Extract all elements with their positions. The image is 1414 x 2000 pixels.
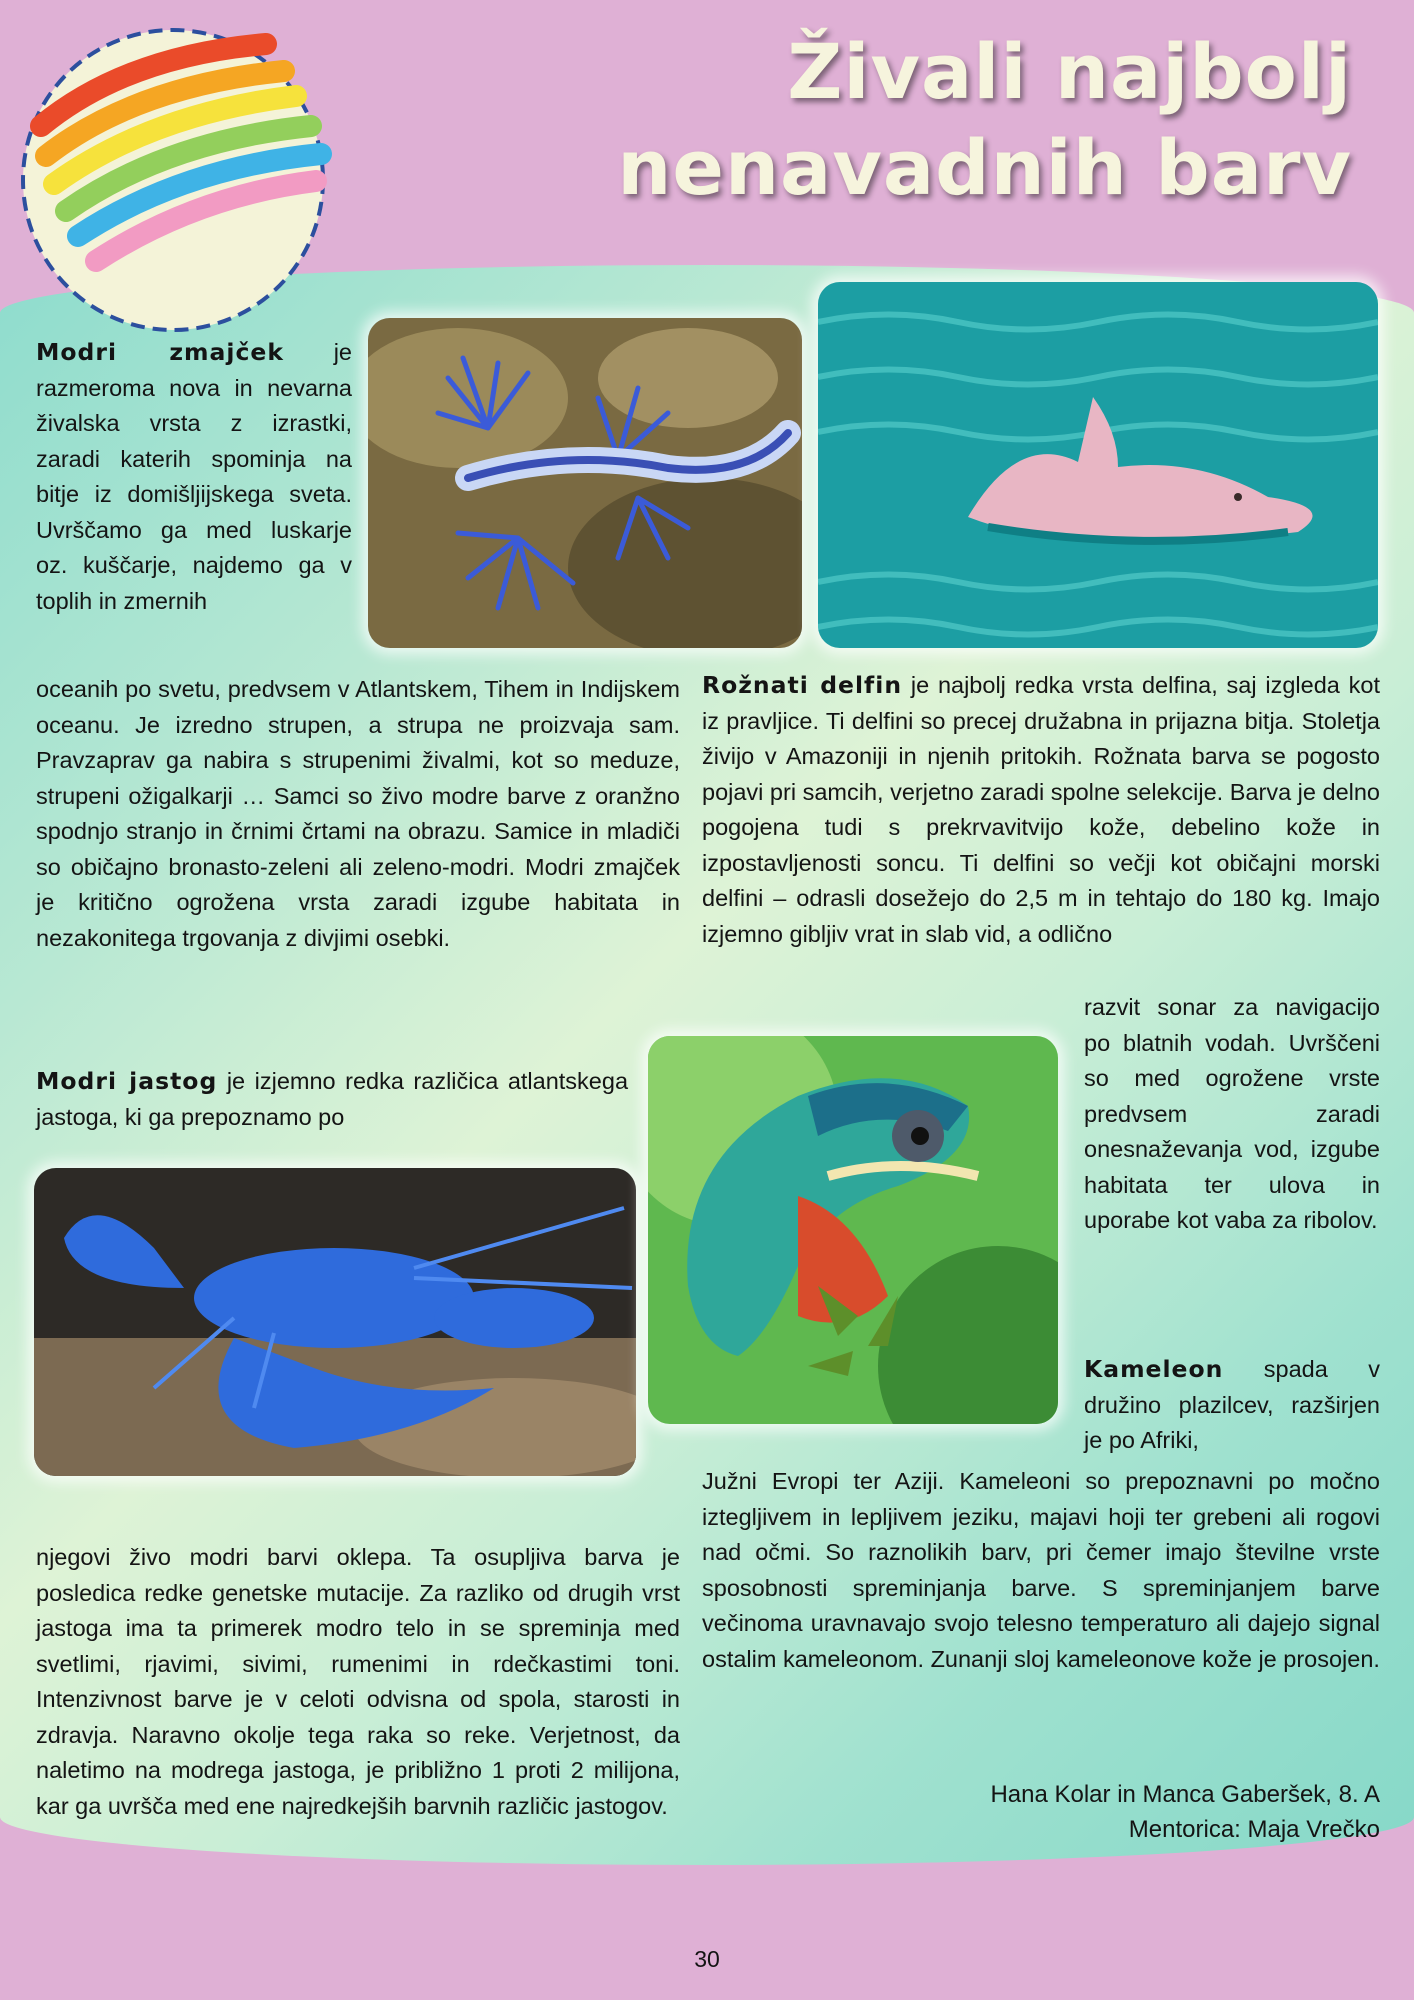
credit-mentor: Mentorica: Maja Vrečko [1128, 1816, 1380, 1843]
title-line-2: nenavadnih barv [617, 123, 1352, 212]
lobster-paragraph-main [36, 1540, 680, 1824]
pink-dolphin-photo [818, 282, 1378, 648]
rainbow-logo-icon [16, 16, 338, 338]
blue-lobster-photo [34, 1168, 636, 1476]
dragon-text-2: oceanih po svetu, predvsem v Atlantskem, Tihem in Indijskem oceanu. Je izredno strupen, a strupa ne proizvaja sam. Pravzaprav ga nabira s strupenimi živalmi, kot so meduze, strupeni ožigalkarji … Samci so živo modre barve z oranžno spodnjo stranjo in črnimi črtami na obrazu. Samice in mladiči so običajno bronasto-zeleni ali zeleno-modri. Modri zmajček je kritično ogrožena vrsta zaradi izgube habitata in nezakonitega trgovanja z divjimi osebki. [36, 676, 680, 951]
credit-authors: Hana Kolar in Manca Gaberšek, 8. A [990, 1781, 1380, 1808]
lobster-text-1: je izjemno redka različica atlantskega jastoga, ki ga prepoznamo po [36, 1068, 629, 1130]
dolphin-paragraph-main [702, 668, 1380, 952]
dragon-text-1: je razmeroma nova in nevarna živalska vrsta z izrastki, zaradi katerih spominja na bitje iz domišljijskega sveta. Uvrščamo ga med luskarje oz. kuščarje, najdemo ga v toplih in zmernih [36, 339, 352, 614]
lobster-name: Modri jastog [36, 1067, 218, 1095]
dolphin-paragraph-end [1084, 990, 1380, 1239]
dolphin-name: Rožnati delfin [702, 671, 903, 699]
dolphin-text-1: je najbolj redka vrsta delfina, saj izgleda kot iz pravljice. Ti delfini so precej družabna in prijazna bitja. Stoletja živijo v Amazoniji in njenih pritokih. Rožnata barva se pogosto pojavi pri samcih, verjetno zaradi spolne selekcije. Barva je delno pogojena tudi s prekrvavitvijo kože, debelino kože in izpostavljenosti soncu. Ti delfini so večji kot običajni morski delfini – odrasli dosežejo do 2,5 m in tehtajo do 180 kg. Imajo izjemno gibljiv vrat in slab vid, a odlično [702, 672, 1380, 947]
chameleon-text-1: spada v družino plazilcev, razširjen je po Afriki, [1084, 1356, 1380, 1453]
chameleon-paragraph-intro [1084, 1352, 1380, 1459]
chameleon-photo [648, 1036, 1058, 1424]
chameleon-name: Kameleon [1084, 1355, 1224, 1383]
dragon-paragraph-main [36, 672, 680, 956]
chameleon-text-2: Južni Evropi ter Aziji. Kameleoni so prepoznavni po močno iztegljivem in lepljivem jeziku, majavi hoji ter grebeni ali rogovi nad očmi. So raznolikih barv, pri čemer imajo številne vrste sposobnosti spreminjanja barve. S spreminjanjem barve večinoma uravnavajo svojo telesno temperaturo ali dajejo signal ostalim kameleonom. Zunanji sloj kameleonove kože je prosojen. [702, 1468, 1380, 1672]
chameleon-paragraph-main [702, 1464, 1380, 1677]
lobster-text-2: njegovi živo modri barvi oklepa. Ta osupljiva barva je posledica redke genetske mutacije. Za razliko od drugih vrst jastoga ima ta primerek modro telo in se spreminja med svetlimi, rjavimi, sivimi, rumenimi in rdečkastimi toni. Intenzivnost barve je v celoti odvisna od spola, starosti in zdravja. Naravno okolje tega raka so reke. Verjetnost, da naletimo na modrega jastoga, je približno 1 proti 2 milijona, kar ga uvršča med ene najredkejših barvnih različic jastogov. [36, 1544, 680, 1819]
page-number: 30 [694, 1946, 720, 1972]
dragon-name: Modri zmajček [36, 338, 284, 366]
dragon-paragraph-intro [36, 335, 352, 619]
credits [990, 1777, 1380, 1847]
blue-dragon-photo [368, 318, 802, 648]
dolphin-text-2: razvit sonar za navigacijo po blatnih vodah. Uvrščeni so med ogrožene vrste predvsem zaradi onesnaževanja vod, izgube habitata ter ulova in uporabe kot vaba za ribolov. [1084, 994, 1380, 1233]
title-line-1: Živali najbolj [787, 27, 1352, 116]
lobster-paragraph-intro [36, 1064, 628, 1135]
page-title [617, 24, 1352, 216]
